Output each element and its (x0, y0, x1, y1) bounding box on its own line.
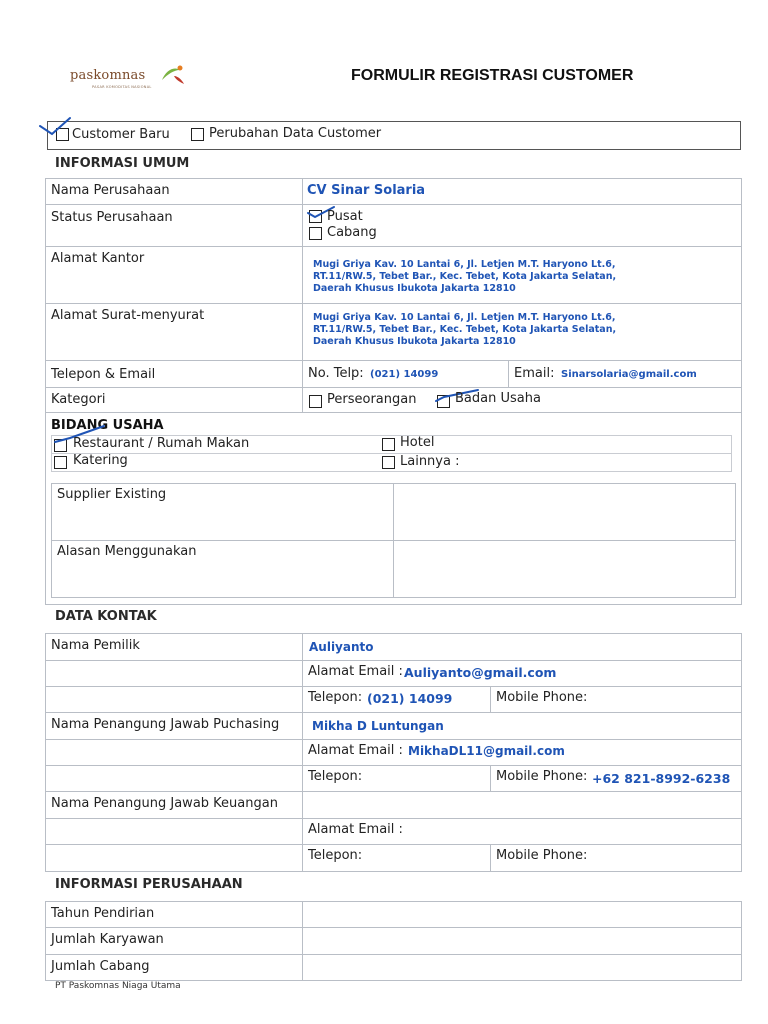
owner-mobile-label: Mobile Phone: (496, 690, 588, 705)
owner-name-label: Nama Pemilik (51, 638, 140, 653)
office-address-value[interactable]: Mugi Griya Kav. 10 Lantai 6, Jl. Letjen M.T. Haryono Lt.6, RT.11/RW.5, Tebet Bar., Kec. Tebet, Kota Jakarta Selatan, Daerah Khusus Ibukota Jakarta 12810 (313, 259, 617, 294)
purchasing-phone-label: Telepon: (308, 769, 363, 784)
company-name-label: Nama Perusahaan (51, 183, 170, 198)
email-value[interactable]: Sinarsolaria@gmail.com (561, 369, 697, 380)
owner-email-value[interactable]: Auliyanto@gmail.com (404, 665, 557, 680)
restaurant-label: Restaurant / Rumah Makan (73, 436, 250, 451)
status-cabang-label: Cabang (327, 225, 377, 240)
phone-value[interactable]: (021) 14099 (370, 369, 439, 380)
katering-label: Katering (73, 453, 128, 468)
finance-phone-label: Telepon: (308, 848, 363, 863)
phone-email-label: Telepon & Email (51, 367, 156, 382)
status-cabang-checkbox[interactable] (309, 227, 322, 240)
hotel-checkbox[interactable] (382, 438, 395, 451)
footer-company: PT Paskomnas Niaga Utama (55, 981, 181, 991)
perubahan-data-checkbox[interactable] (191, 128, 204, 141)
owner-email-label: Alamat Email : (308, 664, 403, 679)
purchasing-mobile-value[interactable]: +62 821-8992-6238 (592, 771, 731, 786)
purchasing-name-label: Nama Penangung Jawab Puchasing (51, 717, 280, 732)
lainnya-checkbox[interactable] (382, 456, 395, 469)
perseorangan-label: Perseorangan (327, 392, 417, 407)
owner-phone-value[interactable]: (021) 14099 (367, 691, 453, 706)
mail-address-value[interactable]: Mugi Griya Kav. 10 Lantai 6, Jl. Letjen M.T. Haryono Lt.6, RT.11/RW.5, Tebet Bar., Kec. Tebet, Kota Jakarta Selatan, Daerah Khusus Ibukota Jakarta 12810 (313, 312, 617, 347)
logo (70, 62, 190, 92)
perubahan-data-label: Perubahan Data Customer (209, 126, 382, 141)
section-informasi-umum: INFORMASI UMUM (55, 156, 190, 171)
finance-email-label: Alamat Email : (308, 822, 403, 837)
finance-mobile-label: Mobile Phone: (496, 848, 588, 863)
supplier-existing-label: Supplier Existing (57, 487, 167, 502)
hotel-label: Hotel (400, 435, 435, 450)
perseorangan-checkbox[interactable] (309, 395, 322, 408)
purchasing-email-label: Alamat Email : (308, 743, 403, 758)
section-data-kontak: DATA KONTAK (55, 609, 157, 624)
leaf-icon (158, 62, 188, 88)
office-address-label: Alamat Kantor (51, 251, 145, 266)
status-pusat-label: Pusat (327, 209, 363, 224)
purchasing-mobile-label: Mobile Phone: (496, 769, 588, 784)
phone-label: No. Telp: (308, 366, 364, 381)
page-title: FORMULIR REGISTRASI CUSTOMER (351, 67, 634, 84)
logo-wordmark: paskomnas (70, 68, 146, 83)
founded-label: Tahun Pendirian (51, 906, 155, 921)
owner-phone-label: Telepon: (308, 690, 363, 705)
section-informasi-perusahaan: INFORMASI PERUSAHAAN (55, 877, 243, 892)
purchasing-name-value[interactable]: Mikha D Luntungan (312, 719, 444, 733)
company-name-value[interactable]: CV Sinar Solaria (307, 183, 426, 198)
katering-checkbox[interactable] (54, 456, 67, 469)
customer-baru-label: Customer Baru (72, 127, 170, 142)
category-label: Kategori (51, 392, 106, 407)
mail-address-label: Alamat Surat-menyurat (51, 308, 205, 323)
status-label: Status Perusahaan (51, 210, 173, 225)
employees-label: Jumlah Karyawan (51, 932, 164, 947)
finance-name-label: Nama Penangung Jawab Keuangan (51, 796, 278, 811)
alasan-menggunakan-label: Alasan Menggunakan (57, 544, 197, 559)
email-label: Email: (514, 366, 555, 381)
branches-label: Jumlah Cabang (51, 959, 150, 974)
owner-name-value[interactable]: Auliyanto (309, 640, 374, 654)
section-bidang-usaha: BIDANG USAHA (51, 418, 164, 433)
badan-usaha-label: Badan Usaha (455, 391, 541, 406)
logo-tagline: PASAR KOMODITAS NASIONAL (92, 85, 152, 89)
purchasing-email-value[interactable]: MikhaDL11@gmail.com (408, 744, 565, 758)
lainnya-label: Lainnya : (400, 454, 460, 469)
